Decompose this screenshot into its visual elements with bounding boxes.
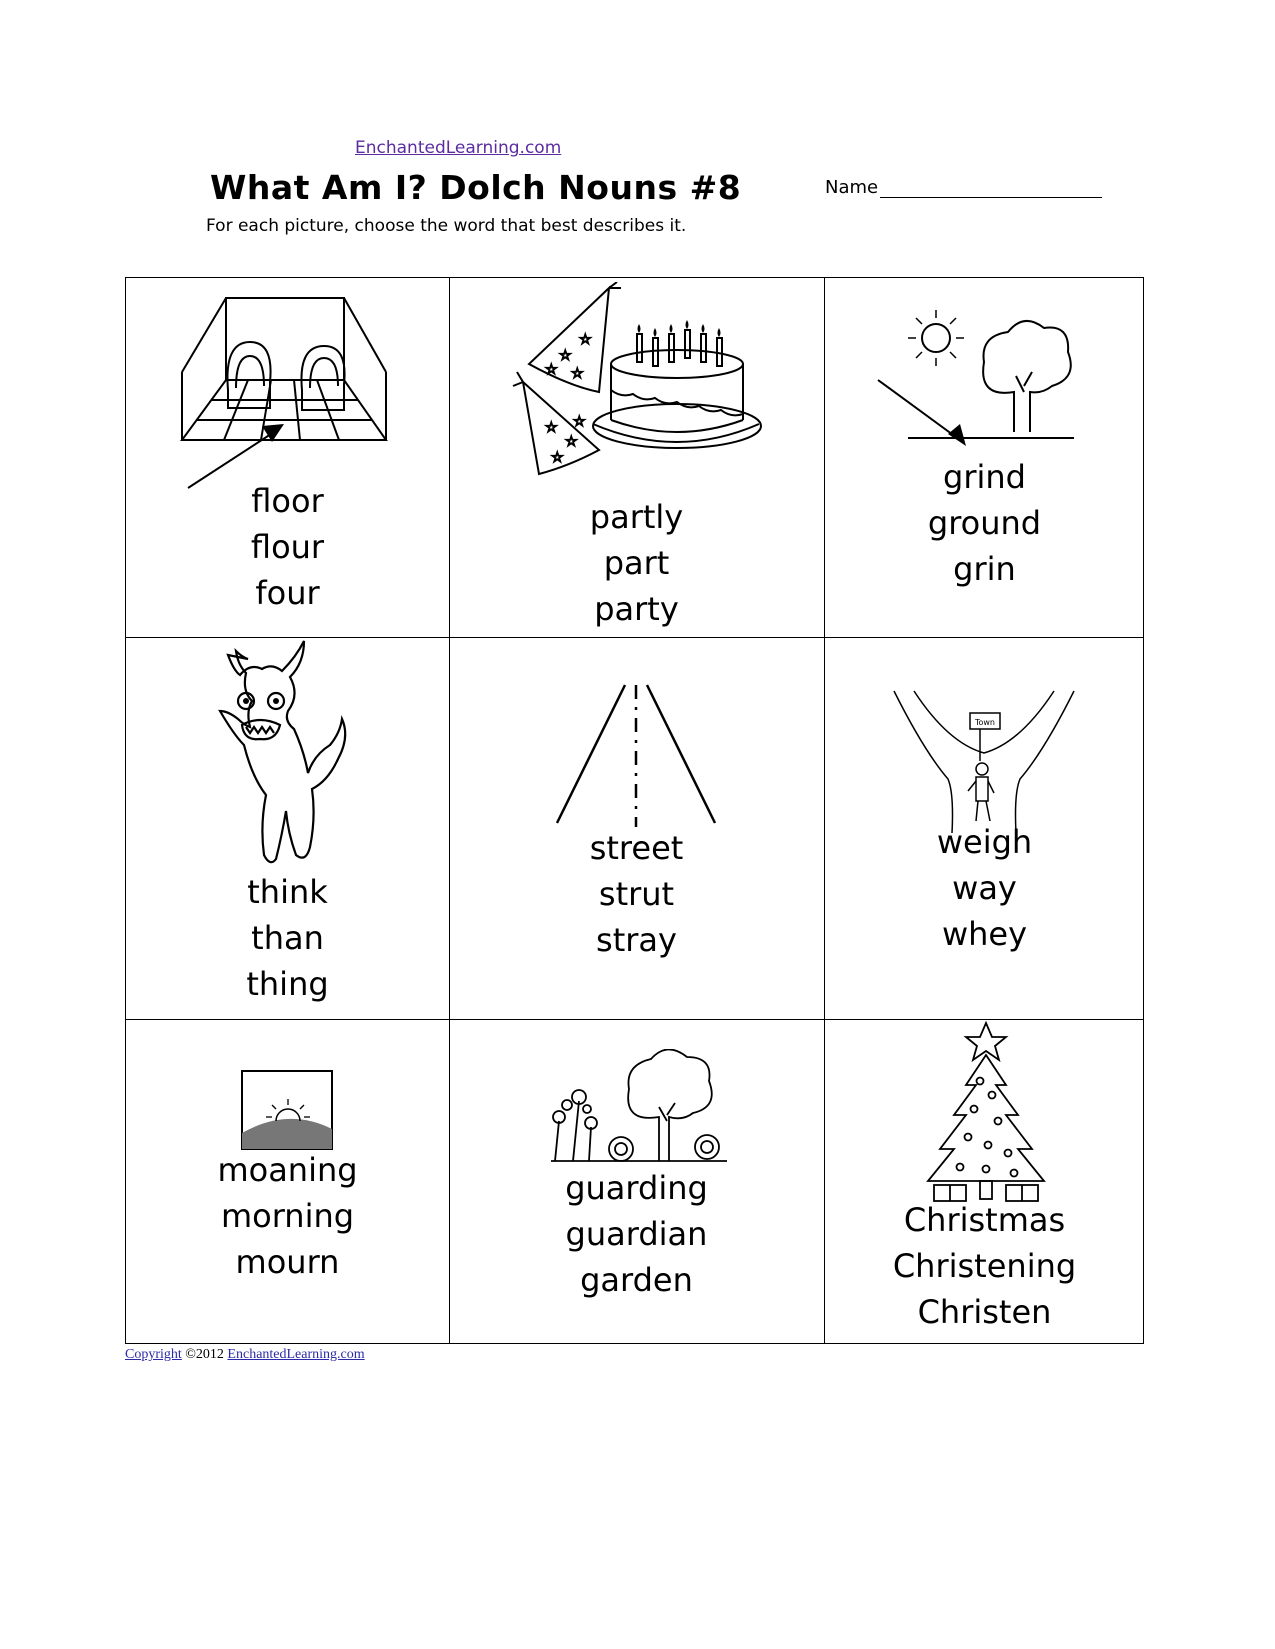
svg-text:☆: ☆: [551, 450, 564, 466]
word-option: four: [255, 574, 320, 612]
footer: [125, 1347, 365, 1363]
word-option: Christen: [917, 1293, 1052, 1331]
svg-text:☆: ☆: [545, 420, 558, 436]
word-option: garden: [580, 1261, 693, 1299]
word-option: floor: [251, 482, 324, 520]
word-option: part: [603, 544, 670, 582]
site-link[interactable]: EnchantedLearning.com: [355, 138, 562, 158]
cell-party: [449, 278, 824, 637]
word-option: party: [594, 590, 679, 628]
word-option: ground: [927, 504, 1042, 542]
footer-site-link[interactable]: EnchantedLearning.com: [227, 1347, 365, 1362]
party-cake-icon: [509, 282, 764, 497]
garden-icon: [549, 1049, 729, 1179]
word-option: morning: [220, 1197, 355, 1235]
word-option: than: [251, 919, 324, 957]
ground-arrow-icon: [874, 306, 1094, 466]
name-label: Name: [825, 177, 879, 198]
word-option: grind: [943, 458, 1026, 496]
word-option: guarding: [565, 1169, 708, 1207]
cell-garden: [449, 1019, 824, 1345]
copyright-year: ©2012: [185, 1347, 224, 1362]
svg-text:☆: ☆: [559, 348, 572, 364]
road-icon: [549, 681, 724, 831]
sign-label: Town: [974, 718, 996, 727]
word-option: mourn: [235, 1243, 340, 1281]
svg-text:☆: ☆: [565, 434, 578, 450]
cell-way: [824, 637, 1145, 1019]
word-option: partly: [589, 498, 684, 536]
word-option: street: [589, 829, 684, 867]
svg-text:☆: ☆: [579, 332, 592, 348]
monster-icon: [198, 639, 378, 884]
worksheet-grid: [125, 277, 1144, 1344]
svg-text:☆: ☆: [573, 414, 586, 430]
christmas-tree-icon: [926, 1021, 1046, 1203]
word-option: strut: [598, 875, 675, 913]
worksheet-instructions: For each picture, choose the word that best describes it.: [206, 216, 687, 236]
word-option: flour: [250, 528, 325, 566]
name-blank-line: [880, 177, 1102, 198]
word-option: grin: [953, 550, 1016, 588]
word-option: stray: [596, 921, 677, 959]
room-floor-icon: [176, 292, 396, 492]
word-option: weigh: [936, 823, 1033, 861]
road-fork-icon: [892, 687, 1077, 837]
cell-thing: [126, 637, 449, 1019]
name-field: [825, 177, 1102, 198]
word-option: think: [247, 873, 328, 911]
cell-christmas: [824, 1019, 1145, 1345]
word-option: Christening: [892, 1247, 1077, 1285]
svg-text:☆: ☆: [545, 362, 558, 378]
cell-morning: [126, 1019, 449, 1345]
word-option: way: [952, 869, 1017, 907]
svg-text:☆: ☆: [571, 366, 584, 382]
worksheet-title: What Am I? Dolch Nouns #8: [210, 168, 742, 207]
cell-floor: [126, 278, 449, 637]
word-option: guardian: [565, 1215, 708, 1253]
cell-street: [449, 637, 824, 1019]
word-option: thing: [246, 965, 329, 1003]
word-option: moaning: [217, 1151, 358, 1189]
copyright-link[interactable]: Copyright: [125, 1347, 182, 1362]
word-option: whey: [941, 915, 1028, 953]
cell-ground: [824, 278, 1145, 637]
sunrise-icon: [240, 1069, 336, 1153]
word-option: Christmas: [903, 1201, 1066, 1239]
